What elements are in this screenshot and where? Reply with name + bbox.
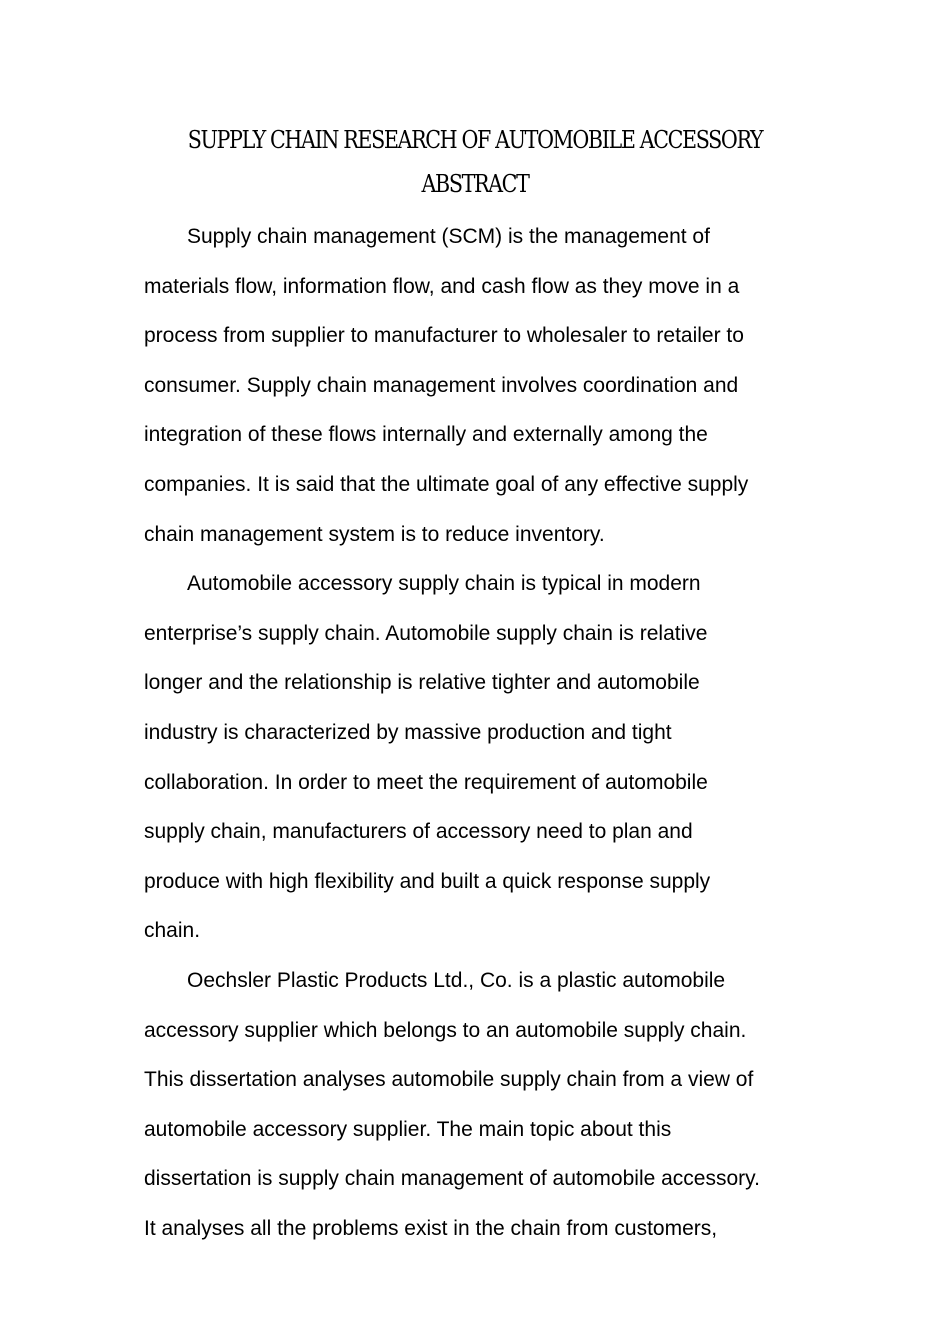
paragraph-line: supply chain, manufacturers of accessory need to plan and	[144, 820, 693, 844]
abstract-heading: ABSTRACT	[421, 170, 529, 198]
paragraph-line: Automobile accessory supply chain is typical in modern	[187, 572, 701, 596]
paragraph-2	[144, 559, 824, 956]
paragraph-line: integration of these flows internally and externally among the	[144, 423, 708, 447]
paragraph-line: This dissertation analyses automobile supply chain from a view of	[144, 1068, 754, 1092]
paragraph-1	[144, 212, 824, 559]
paragraph-line: dissertation is supply chain management of automobile accessory.	[144, 1167, 760, 1191]
paragraph-line: longer and the relationship is relative tighter and automobile	[144, 671, 700, 695]
paragraph-line: It analyses all the problems exist in the chain from customers,	[144, 1216, 718, 1240]
paragraph-line: companies. It is said that the ultimate goal of any effective supply	[144, 472, 749, 496]
paragraph-line: process from supplier to manufacturer to wholesaler to retailer to	[144, 324, 744, 348]
paragraph-line: Oechsler Plastic Products Ltd., Co. is a plastic automobile	[187, 968, 726, 992]
paragraph-line: automobile accessory supplier. The main topic about this	[144, 1117, 672, 1141]
paragraph-line: chain management system is to reduce inventory.	[144, 522, 605, 546]
abstract-body	[144, 212, 824, 1253]
paragraph-line: enterprise’s supply chain. Automobile supply chain is relative	[144, 621, 708, 645]
paragraph-line: chain.	[144, 919, 201, 943]
paragraph-line: materials flow, information flow, and cash flow as they move in a	[144, 274, 740, 298]
paragraph-line: industry is characterized by massive production and tight	[144, 720, 672, 744]
document-title: SUPPLY CHAIN RESEARCH OF AUTOMOBILE ACCESSORY	[187, 126, 763, 154]
paragraph-line: Supply chain management (SCM) is the management of	[187, 225, 710, 248]
paragraph-line: collaboration. In order to meet the requirement of automobile	[144, 770, 708, 794]
paragraph-line: consumer. Supply chain management involves coordination and	[144, 373, 739, 397]
paragraph-3	[144, 956, 824, 1254]
paragraph-line: produce with high flexibility and built a quick response supply	[144, 869, 711, 893]
paragraph-line: accessory supplier which belongs to an automobile supply chain.	[144, 1018, 747, 1042]
